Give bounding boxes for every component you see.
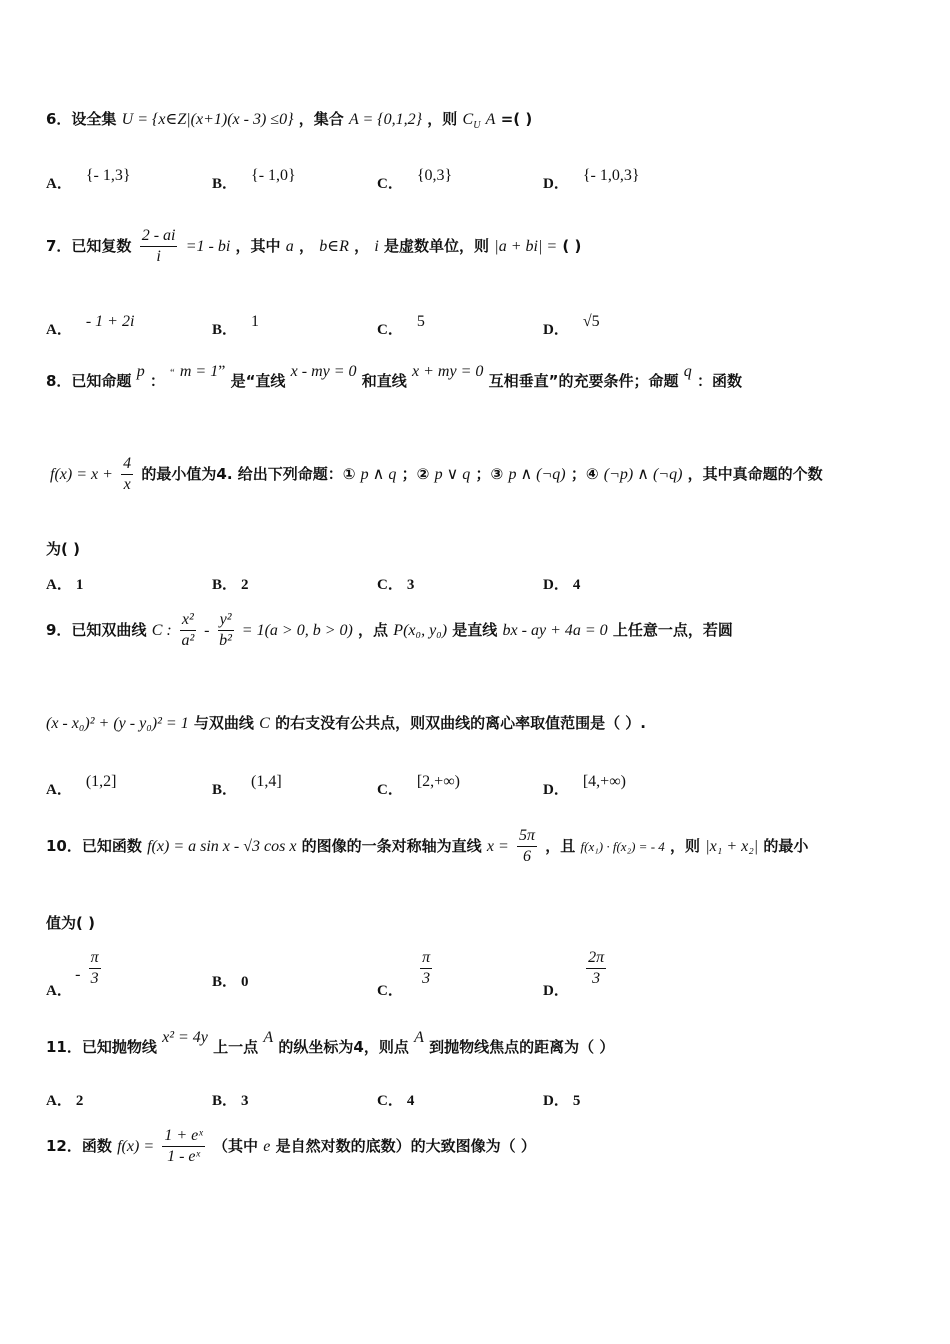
option-label: B． — [212, 577, 238, 593]
option-label: B． — [212, 1093, 238, 1109]
q12-frac-denominator: 1 - eˣ — [167, 1148, 201, 1165]
question-8-line-2 — [50, 454, 823, 495]
q7-stem-tail: ( ) — [562, 237, 582, 255]
q10-stem-mid2: ，且 — [545, 837, 576, 855]
q12-stem-mid: （其中 — [213, 1137, 259, 1155]
option-value: 3 — [241, 1093, 249, 1109]
q8-stem-tail: ，其中真命题的个数 — [687, 465, 823, 483]
q10-option-a[interactable] — [46, 948, 104, 999]
q8-option-c[interactable] — [377, 573, 414, 594]
q10-stem-prefix: 10．已知函数 — [46, 837, 142, 855]
q8-quote-close: ” — [218, 363, 226, 380]
option-label: A． — [46, 176, 72, 192]
q11-option-a[interactable] — [46, 1089, 83, 1110]
q12-stem-prefix: 12．函数 — [46, 1137, 112, 1155]
option-label: D． — [543, 322, 569, 338]
q8-sep-2: ；③ — [475, 465, 504, 483]
q9-stem-mid2: 是直线 — [452, 621, 498, 639]
q9-hyperbola-name: C : — [151, 622, 172, 639]
option-label: C． — [377, 176, 403, 192]
option-label: C． — [377, 983, 403, 999]
q7-separator: ， — [299, 237, 315, 255]
option-label: C． — [377, 782, 403, 798]
q6-complement-symbol: C — [462, 111, 474, 128]
q9-stem-prefix: 9．已知双曲线 — [46, 621, 147, 639]
option-value: {0,3} — [416, 167, 453, 184]
q8-stem-prefix: 8．已知命题 — [46, 372, 132, 390]
q6-stem-prefix: 6．设全集 — [46, 110, 117, 128]
q8-stem-mid3: 互相垂直”的充要条件；命题 — [488, 372, 679, 390]
option-value: {- 1,0,3} — [582, 167, 640, 184]
q9-hyperbola-ref: C — [259, 715, 270, 732]
q7-stem-suffix: 是虚数单位，则 — [384, 237, 490, 255]
q7-modulus: |a + bi| = — [494, 238, 558, 255]
option-label: A． — [46, 782, 72, 798]
option-value: 0 — [241, 974, 249, 990]
option-label: B． — [212, 176, 238, 192]
question-9 — [46, 610, 733, 651]
frac-denominator: 3 — [592, 970, 601, 987]
q6-complement-subscript: U — [473, 120, 481, 131]
q9-fraction-2 — [218, 610, 234, 651]
q10-option-b[interactable] — [212, 970, 249, 991]
option-value: - 1 + 2i — [85, 313, 135, 330]
q7-equation-rhs: =1 - bi — [185, 238, 231, 255]
option-value: √5 — [582, 313, 600, 330]
q8-sep-3: ；④ — [570, 465, 599, 483]
option-label: C． — [377, 1093, 403, 1109]
option-value: 3 — [406, 577, 415, 593]
q10-fraction — [517, 826, 537, 867]
option-label: A． — [46, 322, 72, 338]
q9-equation-rhs: = 1(a > 0, b > 0) — [241, 622, 353, 639]
q10-condition: f(x₁) · f(x₂) = - 4 — [580, 839, 665, 854]
question-7 — [46, 226, 581, 267]
q8-compound-3: p ∧ (¬q) — [508, 466, 566, 483]
q11-point-a-ref: A — [414, 1029, 424, 1046]
option-value: [2,+∞) — [416, 773, 460, 790]
q10-option-c[interactable] — [377, 948, 435, 999]
option-label: B． — [212, 974, 238, 990]
q10-frac-numerator: 5π — [517, 826, 537, 847]
q11-stem-prefix: 11．已知抛物线 — [46, 1038, 157, 1056]
q6-complement-set: A — [485, 111, 496, 128]
q9-point: P(x₀, y₀) — [393, 622, 448, 639]
q6-stem-then: ，则 — [427, 110, 458, 128]
q7-stem-prefix: 7．已知复数 — [46, 237, 132, 255]
q9-frac2-numerator: y² — [218, 610, 234, 631]
q6-option-c[interactable] — [377, 167, 453, 193]
option-value: (1,4] — [251, 773, 282, 790]
question-12 — [46, 1126, 536, 1167]
question-11 — [46, 1029, 615, 1057]
q7-option-c[interactable] — [377, 313, 425, 339]
q8-sep-1: ；② — [401, 465, 430, 483]
q7-frac-numerator: 2 - ai — [140, 226, 178, 247]
q8-fraction — [121, 454, 133, 495]
q11-option-d[interactable] — [543, 1089, 580, 1110]
option-label: C． — [377, 322, 403, 338]
option-value: 2 — [241, 577, 249, 593]
q7-option-d[interactable] — [543, 313, 600, 339]
option-value: 4 — [572, 577, 581, 593]
q12-frac-numerator: 1 + eˣ — [162, 1126, 204, 1147]
q10-stem-tail: 的最小 — [763, 837, 809, 855]
option-fraction — [586, 948, 606, 989]
q8-compound-1: p ∧ q — [360, 466, 397, 483]
q9-minus: - — [204, 622, 210, 639]
q12-function: f(x) = — [117, 1138, 155, 1155]
option-value: 2 — [75, 1093, 84, 1109]
option-label: D． — [543, 176, 569, 192]
option-label: D． — [543, 1093, 569, 1109]
option-value: {- 1,0} — [251, 167, 296, 184]
q8-colon: ： — [149, 372, 165, 390]
frac-denominator: 3 — [90, 970, 99, 987]
q8-stem-mid4: ：函数 — [696, 372, 742, 390]
q7-var-a: a — [285, 238, 294, 255]
q7-b-real: b∈R — [319, 238, 349, 255]
option-label: B． — [212, 782, 238, 798]
option-label: B． — [212, 322, 238, 338]
q8-option-a[interactable] — [46, 573, 83, 594]
q9-option-a[interactable] — [46, 773, 117, 799]
option-value: [4,+∞) — [582, 773, 626, 790]
q9-option-d[interactable] — [543, 773, 626, 799]
question-10-line-2 — [46, 912, 95, 933]
option-sign: - — [75, 966, 81, 983]
question-6 — [46, 108, 532, 131]
question-8 — [46, 363, 742, 391]
q8-frac-numerator: 4 — [121, 454, 133, 475]
option-value: {- 1,3} — [85, 167, 131, 184]
q8-stem-end: 为( ) — [46, 540, 80, 558]
q8-function: f(x) = x + — [50, 466, 113, 483]
q6-set-a: A = {0,1,2} — [348, 111, 423, 128]
option-label: C． — [377, 577, 403, 593]
q9-stem-mid1: ，点 — [358, 621, 389, 639]
q9-line: bx - ay + 4a = 0 — [502, 622, 608, 639]
option-value: 1 — [251, 313, 260, 330]
q6-option-a[interactable] — [46, 167, 131, 193]
q8-frac-denominator: x — [123, 476, 131, 493]
q10-stem-mid3: ，则 — [670, 837, 701, 855]
q8-line-2: x + my = 0 — [412, 363, 484, 380]
q8-compound-4: (¬p) ∧ (¬q) — [603, 466, 683, 483]
q7-stem-mid: ，其中 — [235, 237, 281, 255]
q7-option-a[interactable] — [46, 313, 135, 339]
q10-stem-mid1: 的图像的一条对称轴为直线 — [301, 837, 482, 855]
q8-compound-2: p ∨ q — [434, 466, 471, 483]
option-label: D． — [543, 577, 569, 593]
q8-m-equals: m = 1 — [179, 363, 219, 380]
q9-stem-mid3: 上任意一点，若圆 — [612, 621, 733, 639]
q9-stem-mid4: 与双曲线 — [193, 714, 254, 732]
q9-circle: (x - x₀)² + (y - y₀)² = 1 — [46, 715, 189, 732]
q8-prop-q: q — [683, 363, 692, 380]
q9-frac1-numerator: x² — [180, 610, 196, 631]
option-fraction — [89, 948, 101, 989]
q10-stem-end: 值为( ) — [46, 914, 95, 932]
q11-stem-mid2: 的纵坐标为4，则点 — [278, 1038, 409, 1056]
q7-fraction — [140, 226, 178, 267]
q8-stem-mid1: 是“直线 — [230, 372, 286, 390]
q10-abs-sum: |x₁ + x₂| — [705, 838, 759, 855]
q6-stem-mid: ，集合 — [298, 110, 344, 128]
q12-stem-tail: 是自然对数的底数）的大致图像为（ ） — [275, 1137, 536, 1155]
option-value: 4 — [406, 1093, 415, 1109]
q10-option-d[interactable] — [543, 948, 609, 999]
q12-euler-e: e — [263, 1138, 271, 1155]
q9-option-c[interactable] — [377, 773, 460, 799]
q11-stem-tail: 到抛物线焦点的距离为（ ） — [429, 1038, 615, 1056]
option-value: 5 — [572, 1093, 581, 1109]
q8-quote-open: “ — [170, 368, 175, 379]
q11-option-c[interactable] — [377, 1089, 414, 1110]
q11-point-a: A — [263, 1029, 274, 1046]
q11-stem-mid1: 上一点 — [213, 1038, 259, 1056]
option-label: D． — [543, 782, 569, 798]
q11-option-b[interactable] — [212, 1089, 249, 1110]
frac-numerator: π — [420, 948, 432, 969]
option-label: A． — [46, 577, 72, 593]
q9-fraction-1 — [180, 610, 196, 651]
q9-frac2-denominator: b² — [219, 632, 232, 649]
q10-x-equals: x = — [486, 838, 509, 855]
question-8-line-3 — [46, 538, 80, 559]
q10-function: f(x) = a sin x - √3 cos x — [147, 838, 297, 855]
q9-frac1-denominator: a² — [181, 632, 195, 649]
option-label: A． — [46, 1093, 72, 1109]
question-9-line-2 — [46, 712, 646, 733]
q8-stem-mid2: 和直线 — [361, 372, 407, 390]
q8-stem-line2: 的最小值为4. 给出下列命题：① — [141, 465, 356, 483]
q8-option-b[interactable] — [212, 573, 249, 594]
q9-stem-tail: 的右支没有公共点，则双曲线的离心率取值范围是（ ）. — [275, 714, 647, 732]
option-fraction — [420, 948, 432, 989]
option-label: A． — [46, 983, 72, 999]
option-label: D． — [543, 983, 569, 999]
option-value: 5 — [416, 313, 425, 330]
q6-option-d[interactable] — [543, 167, 640, 193]
option-value: (1,2] — [85, 773, 117, 790]
frac-numerator: π — [89, 948, 101, 969]
q7-separator-2: ， — [354, 237, 370, 255]
q7-imag-unit: i — [374, 238, 379, 255]
q6-stem-suffix: =( ) — [500, 110, 533, 128]
q8-line-1: x - my = 0 — [290, 363, 357, 380]
q8-option-d[interactable] — [543, 573, 580, 594]
question-10 — [46, 826, 808, 867]
q6-universal-set: U = {x∈Z|(x+1)(x - 3) ≤0} — [121, 111, 294, 128]
q10-frac-denominator: 6 — [523, 848, 532, 865]
frac-denominator: 3 — [422, 970, 431, 987]
q9-option-b[interactable] — [212, 773, 282, 799]
q7-option-b[interactable] — [212, 313, 260, 339]
q8-prop-p: p — [136, 363, 145, 380]
q6-option-b[interactable] — [212, 167, 296, 193]
q7-frac-denominator: i — [156, 248, 161, 265]
frac-numerator: 2π — [586, 948, 606, 969]
option-value: 1 — [75, 577, 84, 593]
q12-fraction — [162, 1126, 204, 1167]
q11-parabola: x² = 4y — [162, 1029, 208, 1046]
